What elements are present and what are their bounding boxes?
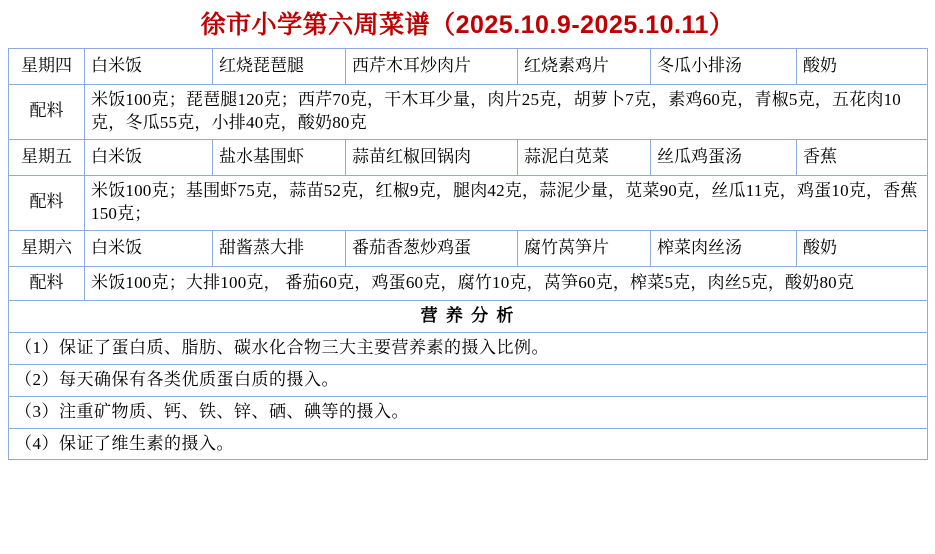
table-row (9, 49, 928, 85)
table-row (9, 175, 928, 230)
ingredients-cell: 米饭100克；大排100克， 番茄60克，鸡蛋60克，腐竹10克，莴笋60克，榨菜5克，肉丝5克，酸奶80克 (85, 266, 928, 300)
table-row (9, 332, 928, 364)
table-row (9, 230, 928, 266)
dish-cell: 蒜泥白苋菜 (518, 139, 651, 175)
dish-cell: 甜酱蒸大排 (213, 230, 346, 266)
dish-cell: 西芹木耳炒肉片 (346, 49, 518, 85)
menu-table (8, 48, 928, 460)
dish-cell: 丝瓜鸡蛋汤 (651, 139, 797, 175)
dish-cell: 榨菜肉丝汤 (651, 230, 797, 266)
dish-cell: 白米饭 (85, 230, 213, 266)
analysis-line: （3）注重矿物质、钙、铁、锌、硒、碘等的摄入。 (9, 396, 928, 428)
table-row (9, 396, 928, 428)
table-row (9, 139, 928, 175)
dish-cell: 红烧素鸡片 (518, 49, 651, 85)
table-row (9, 85, 928, 140)
ingredients-label: 配料 (9, 85, 85, 140)
analysis-line: （4）保证了维生素的摄入。 (9, 428, 928, 460)
ingredients-label: 配料 (9, 175, 85, 230)
day-label: 星期六 (9, 230, 85, 266)
dish-cell: 腐竹莴笋片 (518, 230, 651, 266)
dish-cell: 蒜苗红椒回锅肉 (346, 139, 518, 175)
dish-cell: 白米饭 (85, 139, 213, 175)
table-row (9, 364, 928, 396)
analysis-line: （2）每天确保有各类优质蛋白质的摄入。 (9, 364, 928, 396)
ingredients-label: 配料 (9, 266, 85, 300)
dish-cell: 冬瓜小排汤 (651, 49, 797, 85)
page-title: 徐市小学第六周菜谱（2025.10.9-2025.10.11） (200, 11, 735, 39)
analysis-line: （1）保证了蛋白质、脂肪、碳水化合物三大主要营养素的摄入比例。 (9, 332, 928, 364)
day-label: 星期四 (9, 49, 85, 85)
dish-cell: 红烧琵琶腿 (213, 49, 346, 85)
table-row (9, 266, 928, 300)
dish-cell: 白米饭 (85, 49, 213, 85)
table-row (9, 428, 928, 460)
ingredients-cell: 米饭100克；基围虾75克，蒜苗52克，红椒9克，腿肉42克，蒜泥少量，苋菜90克，丝瓜11克，鸡蛋10克，香蕉150克； (85, 175, 928, 230)
dish-cell: 香蕉 (797, 139, 928, 175)
dish-cell: 酸奶 (797, 49, 928, 85)
analysis-heading: 营 养 分 析 (9, 300, 928, 332)
day-label: 星期五 (9, 139, 85, 175)
ingredients-cell: 米饭100克；琵琶腿120克；西芹70克，干木耳少量，肉片25克，胡萝卜7克，素鸡60克，青椒5克，五花肉10克，冬瓜55克，小排40克，酸奶80克 (85, 85, 928, 140)
table-row (9, 300, 928, 332)
dish-cell: 盐水基围虾 (213, 139, 346, 175)
dish-cell: 番茄香葱炒鸡蛋 (346, 230, 518, 266)
dish-cell: 酸奶 (797, 230, 928, 266)
